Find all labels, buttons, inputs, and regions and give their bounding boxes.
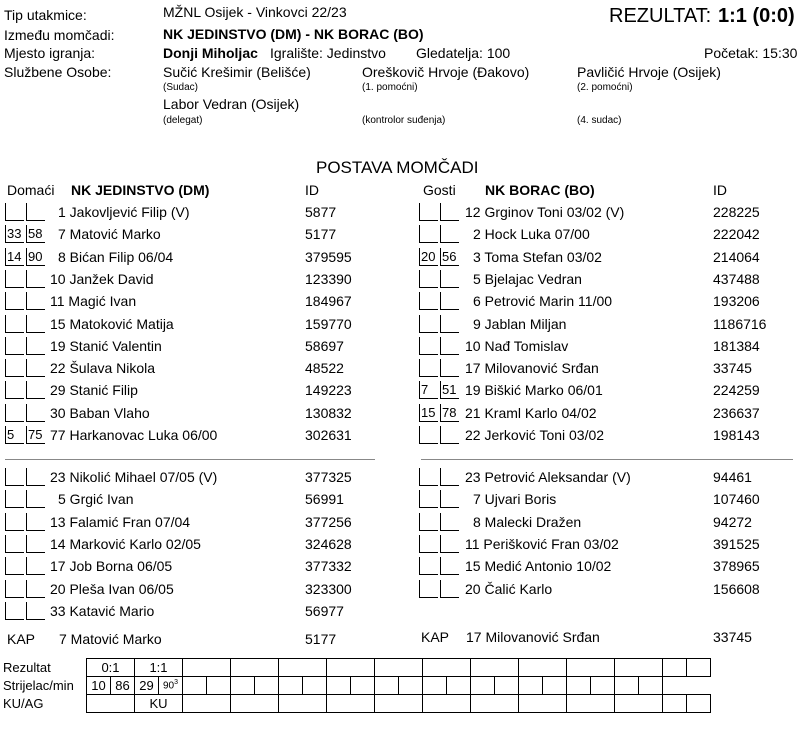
player-id: 1186716 [713,315,767,332]
player-id: 58697 [305,337,344,354]
sub-in-box [5,513,24,531]
sub-out-box [26,490,45,508]
player-name: 11 Magić Ivan [50,293,137,310]
kuag-row-label: KU/AG [3,696,44,711]
sub-in-box [419,513,438,531]
sub-out-box: 51 [440,381,459,399]
postava-title: POSTAVA MOMČADI [316,158,479,177]
official-role: (2. pomoćni) [577,82,633,93]
player-id: 181384 [713,337,760,354]
scorer-number: 10 [87,677,111,695]
mjesto-label: Mjesto igranja: [4,45,96,61]
home-kap-player: 7 Matović Marko [59,631,162,647]
player-name: 23 Petrović Aleksandar (V) [465,469,631,485]
player-id: 56991 [305,491,344,508]
sub-in-box [419,225,438,243]
mjesto-value: Donji Miholjac [163,45,258,61]
official-role: (delegat) [163,115,203,126]
player-id: 48522 [305,360,344,377]
player-name: 5 Grgić Ivan [58,491,134,508]
player-name: 11 Perišković Fran 03/02 [465,535,619,552]
sub-in-box [5,270,24,288]
player-id: 5877 [305,204,337,220]
rezultat-label: REZULTAT: [609,5,712,27]
player-name: 6 Petrović Marin 11/00 [473,293,613,310]
player-id: 184967 [305,293,352,310]
sub-out-box: 56 [440,248,459,266]
izmedu-value: NK JEDINSTVO (DM) - NK BORAC (BO) [163,26,424,42]
player-id: 5177 [305,226,337,243]
sub-out-box [440,426,459,444]
sub-out-box [26,602,45,620]
player-id: 33745 [713,360,752,377]
sub-out-box: 58 [26,225,45,243]
away-id-header: ID [713,182,727,198]
sub-out-box [440,203,459,221]
player-id: 324628 [305,535,352,552]
player-id: 391525 [713,535,760,552]
sub-in-box [5,557,24,575]
official-name: Oreškovič Hrvoje (Đakovo) [362,64,530,80]
sub-in-box [419,270,438,288]
sub-in-box: 7 [419,381,438,399]
player-id: 377332 [305,558,352,575]
sub-out-box [26,315,45,333]
player-id: 123390 [305,270,352,287]
rezultat-row-label: Rezultat [3,660,51,675]
sub-out-box [26,292,45,310]
player-name: 5 Bjelajac Vedran [473,270,582,287]
izmedu-label: Između momčadi: [4,27,115,43]
sub-in-box [5,292,24,310]
player-name: 22 Jerković Toni 03/02 [465,427,605,443]
player-id: 107460 [713,491,760,508]
score-cell: 0:1 [87,659,135,677]
player-name: 8 Malecki Dražen [473,513,582,530]
sub-in-box [5,404,24,422]
home-kap-label: KAP [7,631,36,647]
official-role: (Sudac) [163,82,199,93]
official-name: Pavličić Hrvoje (Osijek) [577,64,721,80]
home-side-label: Domaći [7,182,55,198]
strijelac-row-label: Strijelac/min [3,678,74,693]
player-id: 149223 [305,382,352,399]
rezultat-value: 1:1 (0:0) [718,5,795,27]
player-name: 30 Baban Vlaho [50,404,150,421]
sub-in-box [5,315,24,333]
player-name: 8 Bićan Filip 06/04 [58,248,174,265]
score-cell: 1:1 [135,659,183,677]
pocetak: Početak: 15:30 [704,45,798,61]
sub-in-box [5,359,24,377]
official-role: (1. pomoćni) [362,82,418,93]
sub-in-box [419,337,438,355]
player-id: 193206 [713,293,760,310]
sub-in-box: 5 [5,426,24,444]
sub-out-box [440,359,459,377]
sub-in-box [5,203,24,221]
player-name: 77 Harkanovac Luka 06/00 [50,427,218,443]
player-id: 156608 [713,580,760,597]
player-name: 21 Kraml Karlo 04/02 [465,404,597,421]
sub-out-box [26,535,45,553]
sub-in-box [5,602,24,620]
sub-out-box [440,580,459,598]
player-id: 228225 [713,204,760,220]
player-name: 29 Stanić Filip [50,382,138,399]
sub-out-box [440,225,459,243]
sub-in-box [419,426,438,444]
scorer-minute: 86 [111,677,135,695]
tip-value: MŽNL Osijek - Vinkovci 22/23 [163,4,347,20]
sub-out-box: 75 [26,426,45,444]
player-id: 214064 [713,248,760,265]
player-name: 15 Medić Antonio 10/02 [465,558,612,575]
player-name: 20 Čalić Karlo [465,580,553,597]
sub-in-box: 14 [5,248,24,266]
sub-out-box [440,292,459,310]
player-name: 14 Marković Karlo 02/05 [50,535,201,552]
sub-in-box [419,315,438,333]
player-name: 9 Jablan Miljan [473,315,567,332]
sub-out-box: 78 [440,404,459,422]
player-id: 222042 [713,226,760,243]
sub-in-box [5,381,24,399]
igraliste: Igralište: Jedinstvo [270,45,386,61]
sub-in-box: 20 [419,248,438,266]
sub-in-box [419,535,438,553]
player-id: 379595 [305,248,352,265]
player-id: 94461 [713,469,752,485]
sub-out-box [26,557,45,575]
sub-out-box [26,580,45,598]
sub-in-box [419,203,438,221]
player-name: 19 Biškić Marko 06/01 [465,382,603,399]
player-name: 17 Job Borna 06/05 [50,558,173,575]
sub-out-box [440,315,459,333]
home-id-header: ID [305,182,319,198]
away-divider [421,459,793,460]
sub-in-box [5,580,24,598]
sub-out-box [26,468,45,486]
sub-out-box [26,337,45,355]
sub-out-box [26,270,45,288]
sub-out-box [440,513,459,531]
player-id: 236637 [713,404,760,421]
sub-out-box: 90 [26,248,45,266]
player-name: 1 Jakovljević Filip (V) [58,204,190,220]
sub-out-box [440,468,459,486]
home-divider [5,459,375,460]
player-name: 17 Milovanović Srđan [465,360,599,377]
player-name: 2 Hock Luka 07/00 [473,226,590,243]
home-kap-id: 5177 [305,631,337,647]
player-id: 377325 [305,469,352,485]
sub-in-box [5,468,24,486]
player-name: 10 Nađ Tomislav [465,337,569,354]
sub-out-box [26,404,45,422]
official-name: Sučić Krešimir (Belišće) [163,64,311,80]
sub-in-box [419,292,438,310]
player-name: 7 Matović Marko [58,226,161,243]
away-team-name: NK BORAC (BO) [485,182,595,198]
sub-out-box [26,359,45,377]
player-name: 23 Nikolić Mihael 07/05 (V) [50,469,218,485]
sub-in-box [419,557,438,575]
player-id: 323300 [305,580,352,597]
player-id: 56977 [305,602,344,619]
player-id: 302631 [305,427,352,443]
sub-in-box [419,580,438,598]
sub-in-box [419,490,438,508]
sluzbene-label: Službene Osobe: [4,64,112,80]
away-side-label: Gosti [423,182,456,198]
sub-in-box: 33 [5,225,24,243]
sub-out-box [440,535,459,553]
gledatelja: Gledatelja: 100 [416,45,511,61]
ku-cell: KU [135,695,183,713]
player-id: 159770 [305,315,352,332]
away-kap-id: 33745 [713,629,752,645]
player-name: 33 Katavić Mario [50,602,155,619]
score-table [0,658,711,713]
player-id: 377256 [305,513,352,530]
sub-in-box [5,535,24,553]
official-name: Labor Vedran (Osijek) [163,96,300,112]
player-name: 15 Matoković Matija [50,315,174,332]
sub-in-box [419,468,438,486]
sub-in-box [5,490,24,508]
player-name: 7 Ujvari Boris [473,491,557,508]
player-id: 130832 [305,404,352,421]
away-kap-player: 17 Milovanović Srđan [466,629,600,645]
home-team-name: NK JEDINSTVO (DM) [71,182,210,198]
scorer-number: 29 [135,677,159,695]
sub-out-box [26,203,45,221]
sub-out-box [440,490,459,508]
player-name: 12 Grginov Toni 03/02 (V) [465,204,625,220]
sub-in-box: 15 [419,404,438,422]
player-id: 378965 [713,558,760,575]
player-name: 22 Šulava Nikola [50,360,156,377]
sub-in-box [5,337,24,355]
player-name: 13 Falamić Fran 07/04 [50,513,191,530]
player-id: 224259 [713,382,760,399]
player-name: 10 Janžek David [50,270,154,287]
sub-in-box [419,359,438,377]
player-name: 3 Toma Stefan 03/02 [473,248,602,265]
sub-out-box [440,557,459,575]
player-id: 437488 [713,270,760,287]
sub-out-box [440,270,459,288]
player-name: 20 Pleša Ivan 06/05 [50,580,174,597]
official-role: (kontrolor suđenja) [362,115,446,126]
sub-out-box [26,513,45,531]
sub-out-box [440,337,459,355]
player-name: 19 Stanić Valentin [50,337,162,354]
player-id: 198143 [713,427,760,443]
official-role: (4. sudac) [577,115,622,126]
tip-label: Tip utakmice: [4,7,87,23]
scorer-minute: $90^3$ [159,677,183,695]
player-id: 94272 [713,513,752,530]
away-kap-label: KAP [421,629,450,645]
sub-out-box [26,381,45,399]
